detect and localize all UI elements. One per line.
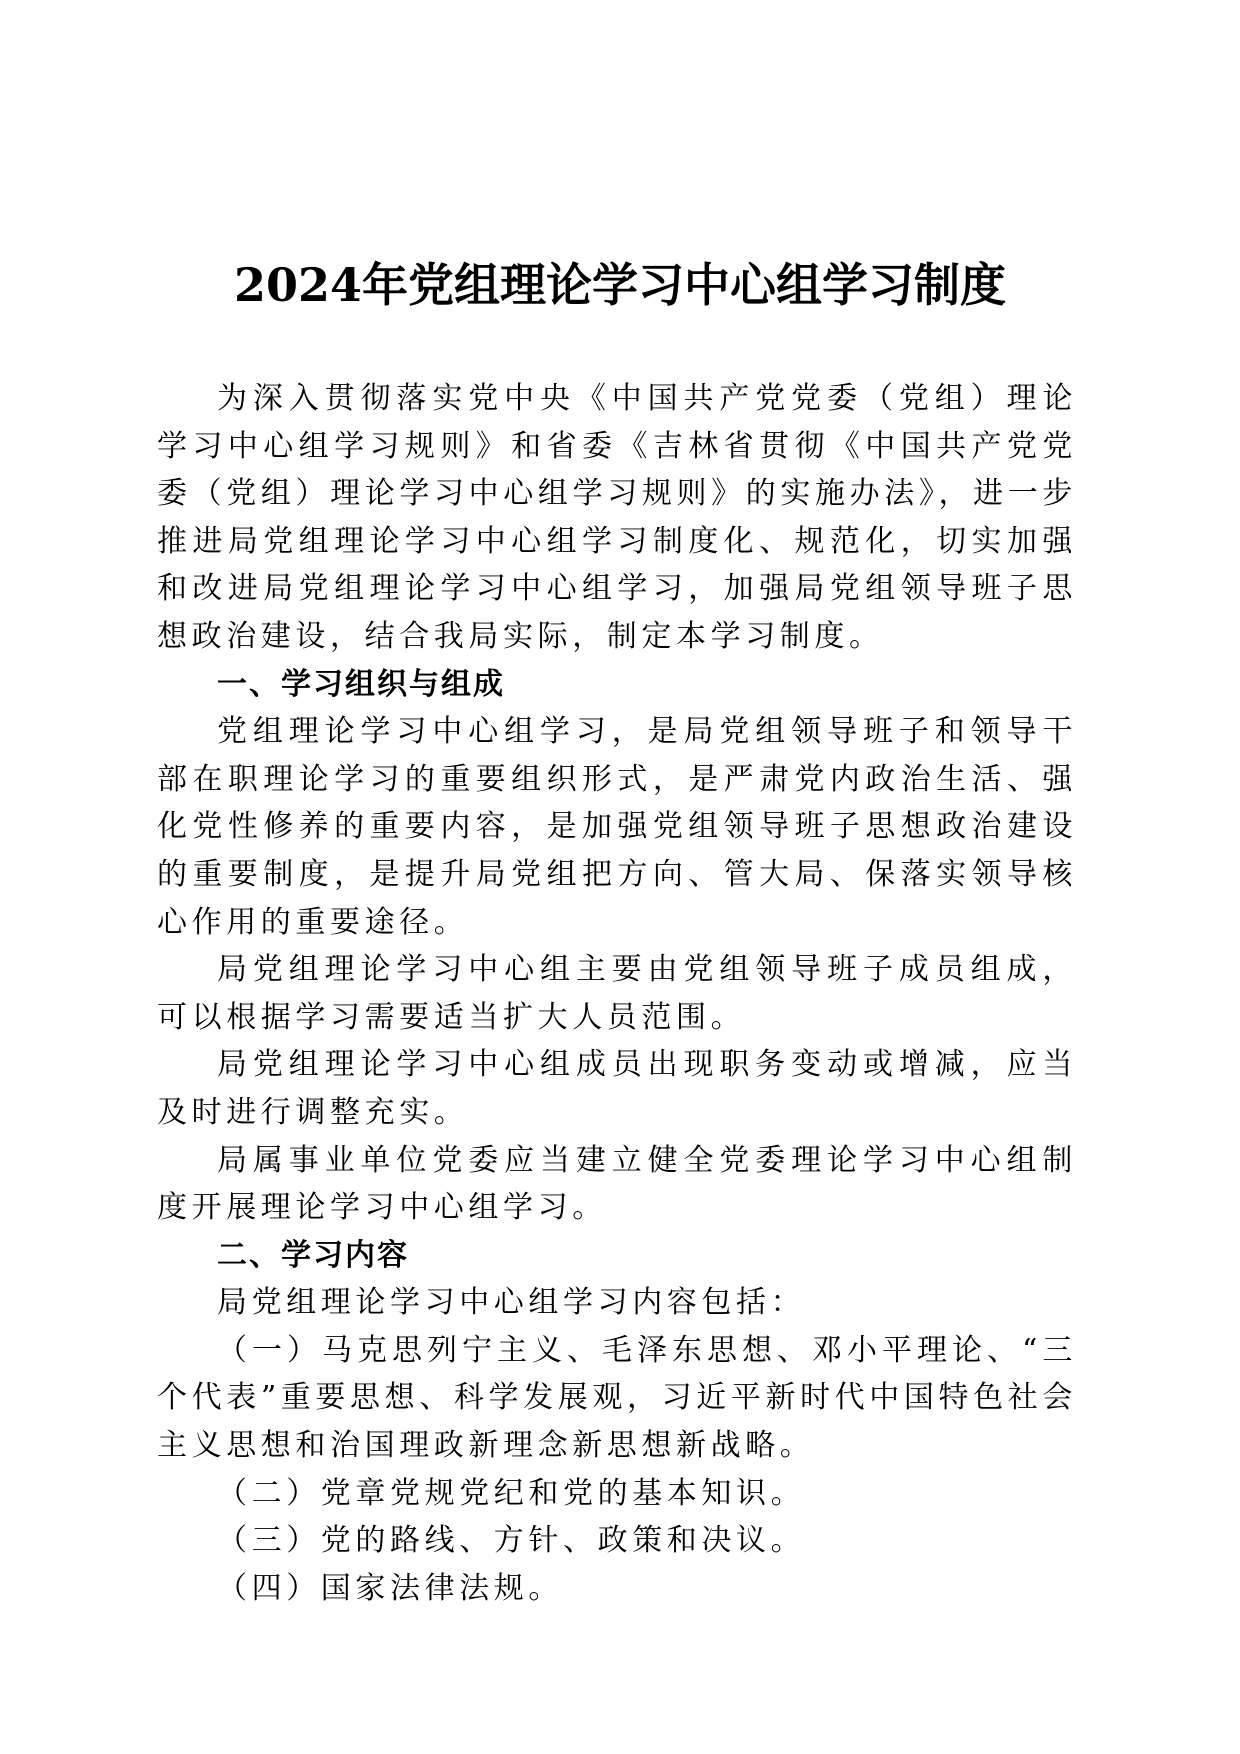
section-2-list-item: （三）党的路线、方针、政策和决议。 <box>217 1523 806 1559</box>
section-2-paragraph: 局党组理论学习中心组学习内容包括： <box>217 1285 806 1321</box>
intro-paragraph: 为深入贯彻落实党中央《中国共产党党委（党组）理论学习中心组学习规则》和省委《吉林省贯彻《中国共产党党委（党组）理论学习中心组学习规则》的实施办法》，进一步推进局党组理论学习中心组学习制度化、规范化，切实加强和改进局党组理论学习中心组学习，加强局党组领导班子思想政治建设，结合我局实际，制定本学习制度。 <box>157 381 1077 654</box>
document-title: 2024年党组理论学习中心组学习制度 <box>233 258 1007 312</box>
section-1-heading: 一、学习组织与组成 <box>217 666 505 702</box>
section-1-paragraph: 局属事业单位党委应当建立健全党委理论学习中心组制度开展理论学习中心组学习。 <box>157 1142 1077 1226</box>
document-body <box>157 375 1077 1612</box>
section-2-list-item: （一）马克思列宁主义、毛泽东思想、邓小平理论、“三个代表”重要思想、科学发展观，习近平新时代中国特色社会主义思想和治国理政新理念新思想新战略。 <box>157 1332 1077 1464</box>
section-2-list-item: （四）国家法律法规。 <box>217 1570 563 1606</box>
section-1-paragraph: 局党组理论学习中心组主要由党组领导班子成员组成，可以根据学习需要适当扩大人员范围。 <box>157 952 1077 1035</box>
section-2-list-item: （二）党章党规党纪和党的基本知识。 <box>217 1475 806 1511</box>
section-1-paragraph: 局党组理论学习中心组成员出现职务变动或增减，应当及时进行调整充实。 <box>157 1047 1077 1130</box>
section-1-paragraph: 党组理论学习中心组学习，是局党组领导班子和领导干部在职理论学习的重要组织形式，是严肃党内政治生活、强化党性修养的重要内容，是加强党组领导班子思想政治建设的重要制度，是提升局党组把方向、管大局、保落实领导核心作用的重要途径。 <box>157 714 1077 940</box>
section-2-heading: 二、学习内容 <box>217 1237 409 1273</box>
